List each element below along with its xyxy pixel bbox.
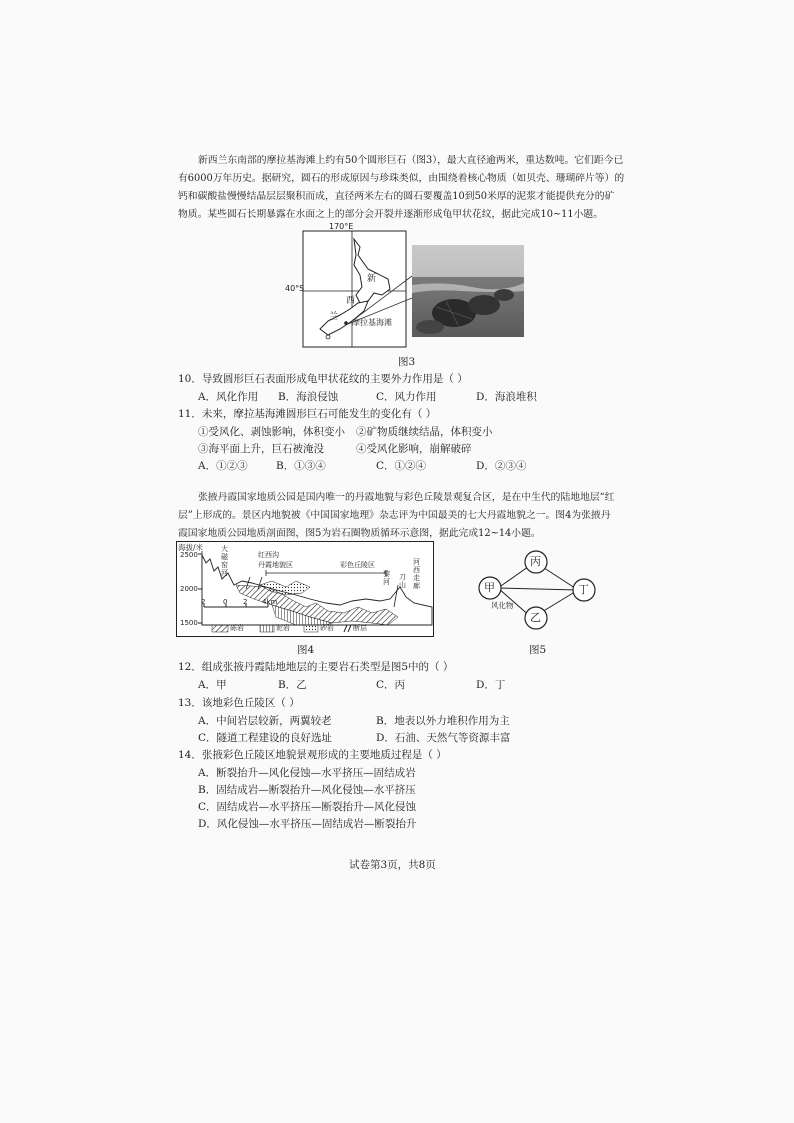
question-13-option-d: D．石油、天然气等资源丰富: [376, 732, 511, 744]
figure-4-cross-section: [176, 541, 434, 637]
label-danxia-zone: 丹霞地貌区: [258, 561, 293, 569]
legend-conglomerate: 砾岩: [230, 624, 244, 632]
question-12-option-c: C．丙: [376, 679, 406, 691]
legend-mudstone: 泥岩: [276, 624, 290, 632]
scale-number-3: 2: [243, 598, 248, 606]
edge-label-weathered: 风化物: [491, 601, 514, 610]
place-label-moeraki: 摩拉基海滩: [352, 318, 392, 327]
boulder-photo: [412, 245, 524, 337]
question-13-option-b: B．地表以外力堆积作用为主: [376, 715, 510, 727]
question-11-item-3: ③海平面上升，巨石被淹没: [198, 443, 324, 455]
y-axis-label: 海拔/米: [178, 543, 204, 552]
island-label-north: 新: [367, 274, 377, 284]
figure-4-caption: 图4: [297, 644, 315, 656]
label-hongxigou: 红西沟: [258, 551, 279, 559]
intro-line: 新西兰东南部的摩拉基海滩上约有50个圆形巨石（图3），最大直径逾两米，重达数吨。它们距今已: [198, 155, 624, 166]
question-12-option-a: A．甲: [198, 679, 227, 691]
intro-line: 张掖丹霞国家地质公园是国内唯一的丹霞地貌与彩色丘陵景观复合区，是在中生代的陆地地层“红: [198, 492, 615, 503]
question-11-option-d: D．②③④: [476, 460, 527, 472]
scale-number-2: 0: [223, 598, 228, 606]
intro-line: 有6000万年历史。据研究，圆石的形成原因与珍珠类似，由围绕着核心物质（如贝壳、珊瑚碎片等）的: [178, 173, 625, 184]
legend-sandstone: 砂岩: [320, 624, 334, 632]
question-13-option-c: C．隧道工程建设的良好选址: [198, 732, 333, 744]
intro-line: 钙和碳酸盐慢慢结晶层层聚积而成，直径两米左右的圆石要覆盖10到50米厚的泥浆才能提供充分的矿: [178, 191, 615, 202]
question-12-option-d: D．丁: [476, 679, 506, 691]
scale-number-4: 4km: [262, 598, 278, 606]
question-10-option-a: A．风化作用: [198, 391, 259, 403]
question-10-option-b: B．海浪侵蚀: [278, 391, 339, 403]
longitude-label: 170°E: [329, 222, 354, 231]
node-jia: 甲: [484, 581, 495, 594]
label-daoshan: 刀山: [399, 573, 406, 589]
page-footer: 试卷第3页，共8页: [349, 859, 436, 871]
y-tick-2000: 2000: [180, 585, 198, 593]
intro-paragraph-1: [178, 152, 638, 224]
question-14-option-c: C．固结成岩—水平挤压—断裂抬升—风化侵蚀: [198, 801, 417, 813]
question-12-stem: 12．组成张掖丹霞陆地地层的主要岩石类型是图5中的（ ）: [178, 661, 454, 673]
intro-line: 层”上形成的。景区内地貌被《中国国家地理》杂志评为中国最美的七大丹霞地貌之一。图4为张掖丹: [178, 510, 611, 521]
question-10-option-d: D．海浪堆积: [476, 391, 537, 403]
scale-number-1: 2: [201, 598, 206, 606]
question-11-option-c: C．①②④: [376, 460, 427, 472]
figure-5-caption: 图5: [529, 644, 547, 656]
legend-fault: 断层: [353, 624, 367, 632]
intro-line: 霞国家地质公园地质剖面图，图5为岩石圈物质循环示意图，据此完成12~14小题。: [178, 528, 541, 539]
question-12-option-b: B．乙: [278, 679, 307, 691]
island-label-west: 西: [346, 296, 356, 306]
label-lihe: 黎河: [383, 570, 390, 586]
node-ding: 丁: [578, 583, 589, 596]
figure-3-caption: 图3: [398, 356, 416, 368]
y-tick-1500: 1500: [180, 619, 198, 627]
island-label-south: 兰: [329, 312, 339, 322]
intro-paragraph-2: [178, 489, 638, 543]
label-caise-zone: 彩色丘陵区: [340, 561, 375, 569]
node-bing: 丙: [530, 555, 541, 568]
question-13-option-a: A．中间岩层较新，两翼较老: [198, 715, 332, 727]
label-peak: 大磁窑河: [221, 545, 228, 577]
label-hexi-corridor: 河西走廊: [413, 558, 420, 590]
question-14-stem: 14．张掖彩色丘陵区地貌景观形成的主要地质过程是（ ）: [178, 749, 447, 761]
question-11-option-b: B．①③④: [276, 460, 326, 472]
question-14-option-a: A．断裂抬升—风化侵蚀—水平挤压—固结成岩: [198, 767, 416, 779]
question-10-stem: 10．导致圆形巨石表面形成龟甲状花纹的主要外力作用是（ ）: [178, 373, 468, 385]
question-14-option-b: B．固结成岩—断裂抬升—风化侵蚀—水平挤压: [198, 784, 416, 796]
question-14-option-d: D．风化侵蚀—水平挤压—固结成岩—断裂抬升: [198, 818, 417, 830]
node-yi: 乙: [530, 611, 541, 624]
question-11-item-2: ②矿物质继续结晶，体积变小: [356, 426, 493, 438]
latitude-label: 40°S: [285, 284, 305, 293]
question-13-stem: 13．该地彩色丘陵区（ ）: [178, 697, 300, 709]
y-tick-2500: 2500: [180, 551, 198, 559]
question-11-stem: 11．未来，摩拉基海滩圆形巨石可能发生的变化有（ ）: [178, 408, 437, 420]
callout-lines: [340, 270, 420, 330]
question-11-item-4: ④受风化影响，崩解破碎: [356, 443, 472, 455]
question-10-option-c: C．风力作用: [376, 391, 437, 403]
question-11-option-a: A．①②③: [198, 460, 248, 472]
question-11-item-1: ①受风化、剥蚀影响，体积变小: [198, 426, 345, 438]
intro-line: 物质。某些圆石长期暴露在水面之上的部分会开裂并逐渐形成龟甲状花纹，据此完成10~11小题。: [178, 209, 604, 220]
